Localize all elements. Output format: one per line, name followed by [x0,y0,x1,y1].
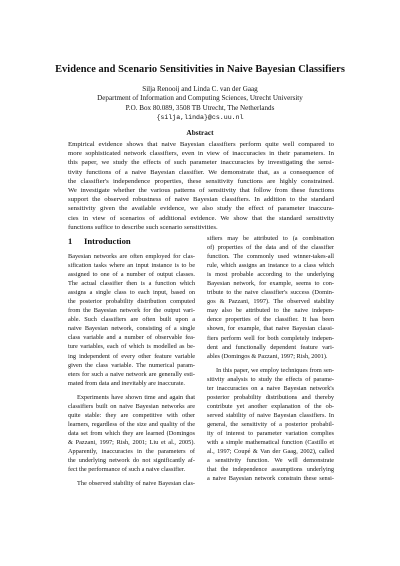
author-affiliation: Department of Information and Computing Sciences, Utrecht University [97,94,303,103]
body-line: a naive Bayesian network constrain these sensi- [207,475,334,483]
body-line: is most probable according to the underlying [207,271,334,279]
body-line: quite stable: they are competitive with other [68,411,195,419]
author-block [0,85,400,122]
body-line: given the class variable. The numerical param- [68,361,195,369]
abstract-heading: Abstract [186,128,214,137]
section-title: Introduction [84,236,131,246]
body-line: assigned to one of a number of output classes. [68,271,195,279]
body-line: from the Bayesian network for the output vari- [68,307,195,315]
body-line: tribute to the naive classifier's success (Domin- [207,289,334,297]
body-line: sitivity analysis to study the effects of parame- [207,375,334,383]
abstract-body [68,140,334,232]
body-line: Bayesian networks are often employed for clas- [68,253,195,260]
body-line: naive Bayesian network, consisting of a single [68,325,195,333]
body-line: a sensitivity function. We will demonstrate [207,457,334,465]
author-address: P.O. Box 80.089, 3508 TB Utrecht, The Netherlands [125,103,275,112]
body-line: class variable and a number of observable fea- [68,334,195,342]
left-column [68,252,195,488]
body-line: assigns a single class to each input, based on [68,289,195,297]
body-line: Experiments have shown time and again that [77,393,195,401]
body-line: al., 1997; Coupé & Van der Gaag, 2002), called [207,448,334,456]
body-line: the underlying network do not significantly af- [68,457,195,465]
body-line: dent and functionally dependent feature vari- [207,343,334,351]
body-line: the posterior probability distribution computed [68,298,195,306]
body-line: ture variables, each of which is modelled as be- [68,343,195,351]
body-line: rule, which assigns an instance to a class which [207,262,334,270]
body-line: ity of interest to parameter variation complies [207,429,334,437]
body-line: The actual classifier then is a function which [68,280,195,288]
abstract-line: more sophisticated network classifiers, even in view of inaccuracies in their parameters. In [68,150,334,158]
body-line: learners, regardless of the size and quality of the [68,420,195,428]
body-line: Apparently, inaccuracies in the parameters of [68,447,195,455]
section-number: 1 [68,236,73,246]
body-line: may also be attributed to the naive indepen- [207,307,334,315]
body-line: classifiers built on naive Bayesian networks are [68,402,195,410]
abstract-line: sensitivity given the available evidence, we also study the effect of parameter inaccura- [68,205,334,213]
author-email: {silja,linda}@cs.uu.nl [156,113,244,121]
body-line: sifiers may be attributed to (a combination [207,235,334,242]
body-line: posterior probability distributions and thereby [207,393,334,401]
abstract-line: functions suffice to describe such scenario sensitivities. [68,223,218,231]
body-line: served stability of naive Bayesian classifiers. In [207,411,334,419]
abstract-line: the classifier's independence properties, these sensitivity functions are highly constrained. [68,177,334,185]
body-line: ing independent of every other feature variable [68,352,195,360]
abstract-line: We investigate whether the various patterns of sensitivity that follow from these functions [68,187,334,195]
body-line: The observed stability of naive Bayesian clas- [77,480,195,488]
body-line: ables (Domingos & Pazzani, 1997; Rish, 2001). [207,352,328,360]
right-column [207,234,334,483]
body-line: Bayesian network, for example, seems to con- [207,280,334,288]
body-line: gos & Pazzani, 1997). The observed stability [207,298,334,306]
paper-title: Evidence and Scenario Sensitivities in Naive Bayesian Classifiers [55,64,345,75]
body-line: that the independence assumptions underlying [207,466,334,474]
body-line: sification tasks where an input instance is to be [68,262,195,270]
body-line: In this paper, we employ techniques from sen- [216,366,334,374]
body-line: with a simple mathematical function (Castillo et [207,439,334,447]
body-line: & Pazzani, 1997; Rish, 2001; Liu et al., 2005). [68,438,195,446]
body-line: general, the sensitivity of a posterior probabil- [207,420,334,428]
body-line: fect the performance of such a naive classifier. [68,466,186,474]
body-line: contribute yet another explanation of the ob- [207,402,334,410]
body-line: data set from which they are learned (Domingos [68,429,195,437]
body-line: dence properties of the classifier. It has been [207,316,334,324]
body-line: fiers perform well for both completely indepen- [207,334,334,342]
abstract-line: this paper, we study the effects of such parameter inaccuracies by investigating the sensi- [68,159,334,167]
body-line: shown, for example, that naive Bayesian classi- [207,325,334,333]
section-heading [68,236,131,246]
body-line: of) properties of the data and of the classifier [207,244,334,252]
body-line: function. The commonly used winner-takes-all [207,253,334,261]
abstract-line: Empirical evidence shows that naive Bayesian classifiers perform quite well compared to [68,141,334,148]
abstract-line: tivity functions of a naive Bayesian classifier. We demonstrate that, as a consequence of [68,168,334,176]
body-line: eters for such a naive network are generally esti- [68,370,195,378]
body-line: mated from data and inevitably are inaccurate. [68,379,185,387]
author-names: Silja Renooij and Linda C. van der Gaag [142,85,258,93]
body-line: able. Such classifiers are often built upon a [68,316,195,324]
abstract-line: cies in view of scenarios of additional evidence. We show that the standard sensitivity [68,214,334,222]
abstract-line: support the observed robustness of naive Bayesian classifiers. In addition to the standard [68,196,334,204]
body-line: ter inaccuracies on a naive Bayesian network's [207,384,334,392]
